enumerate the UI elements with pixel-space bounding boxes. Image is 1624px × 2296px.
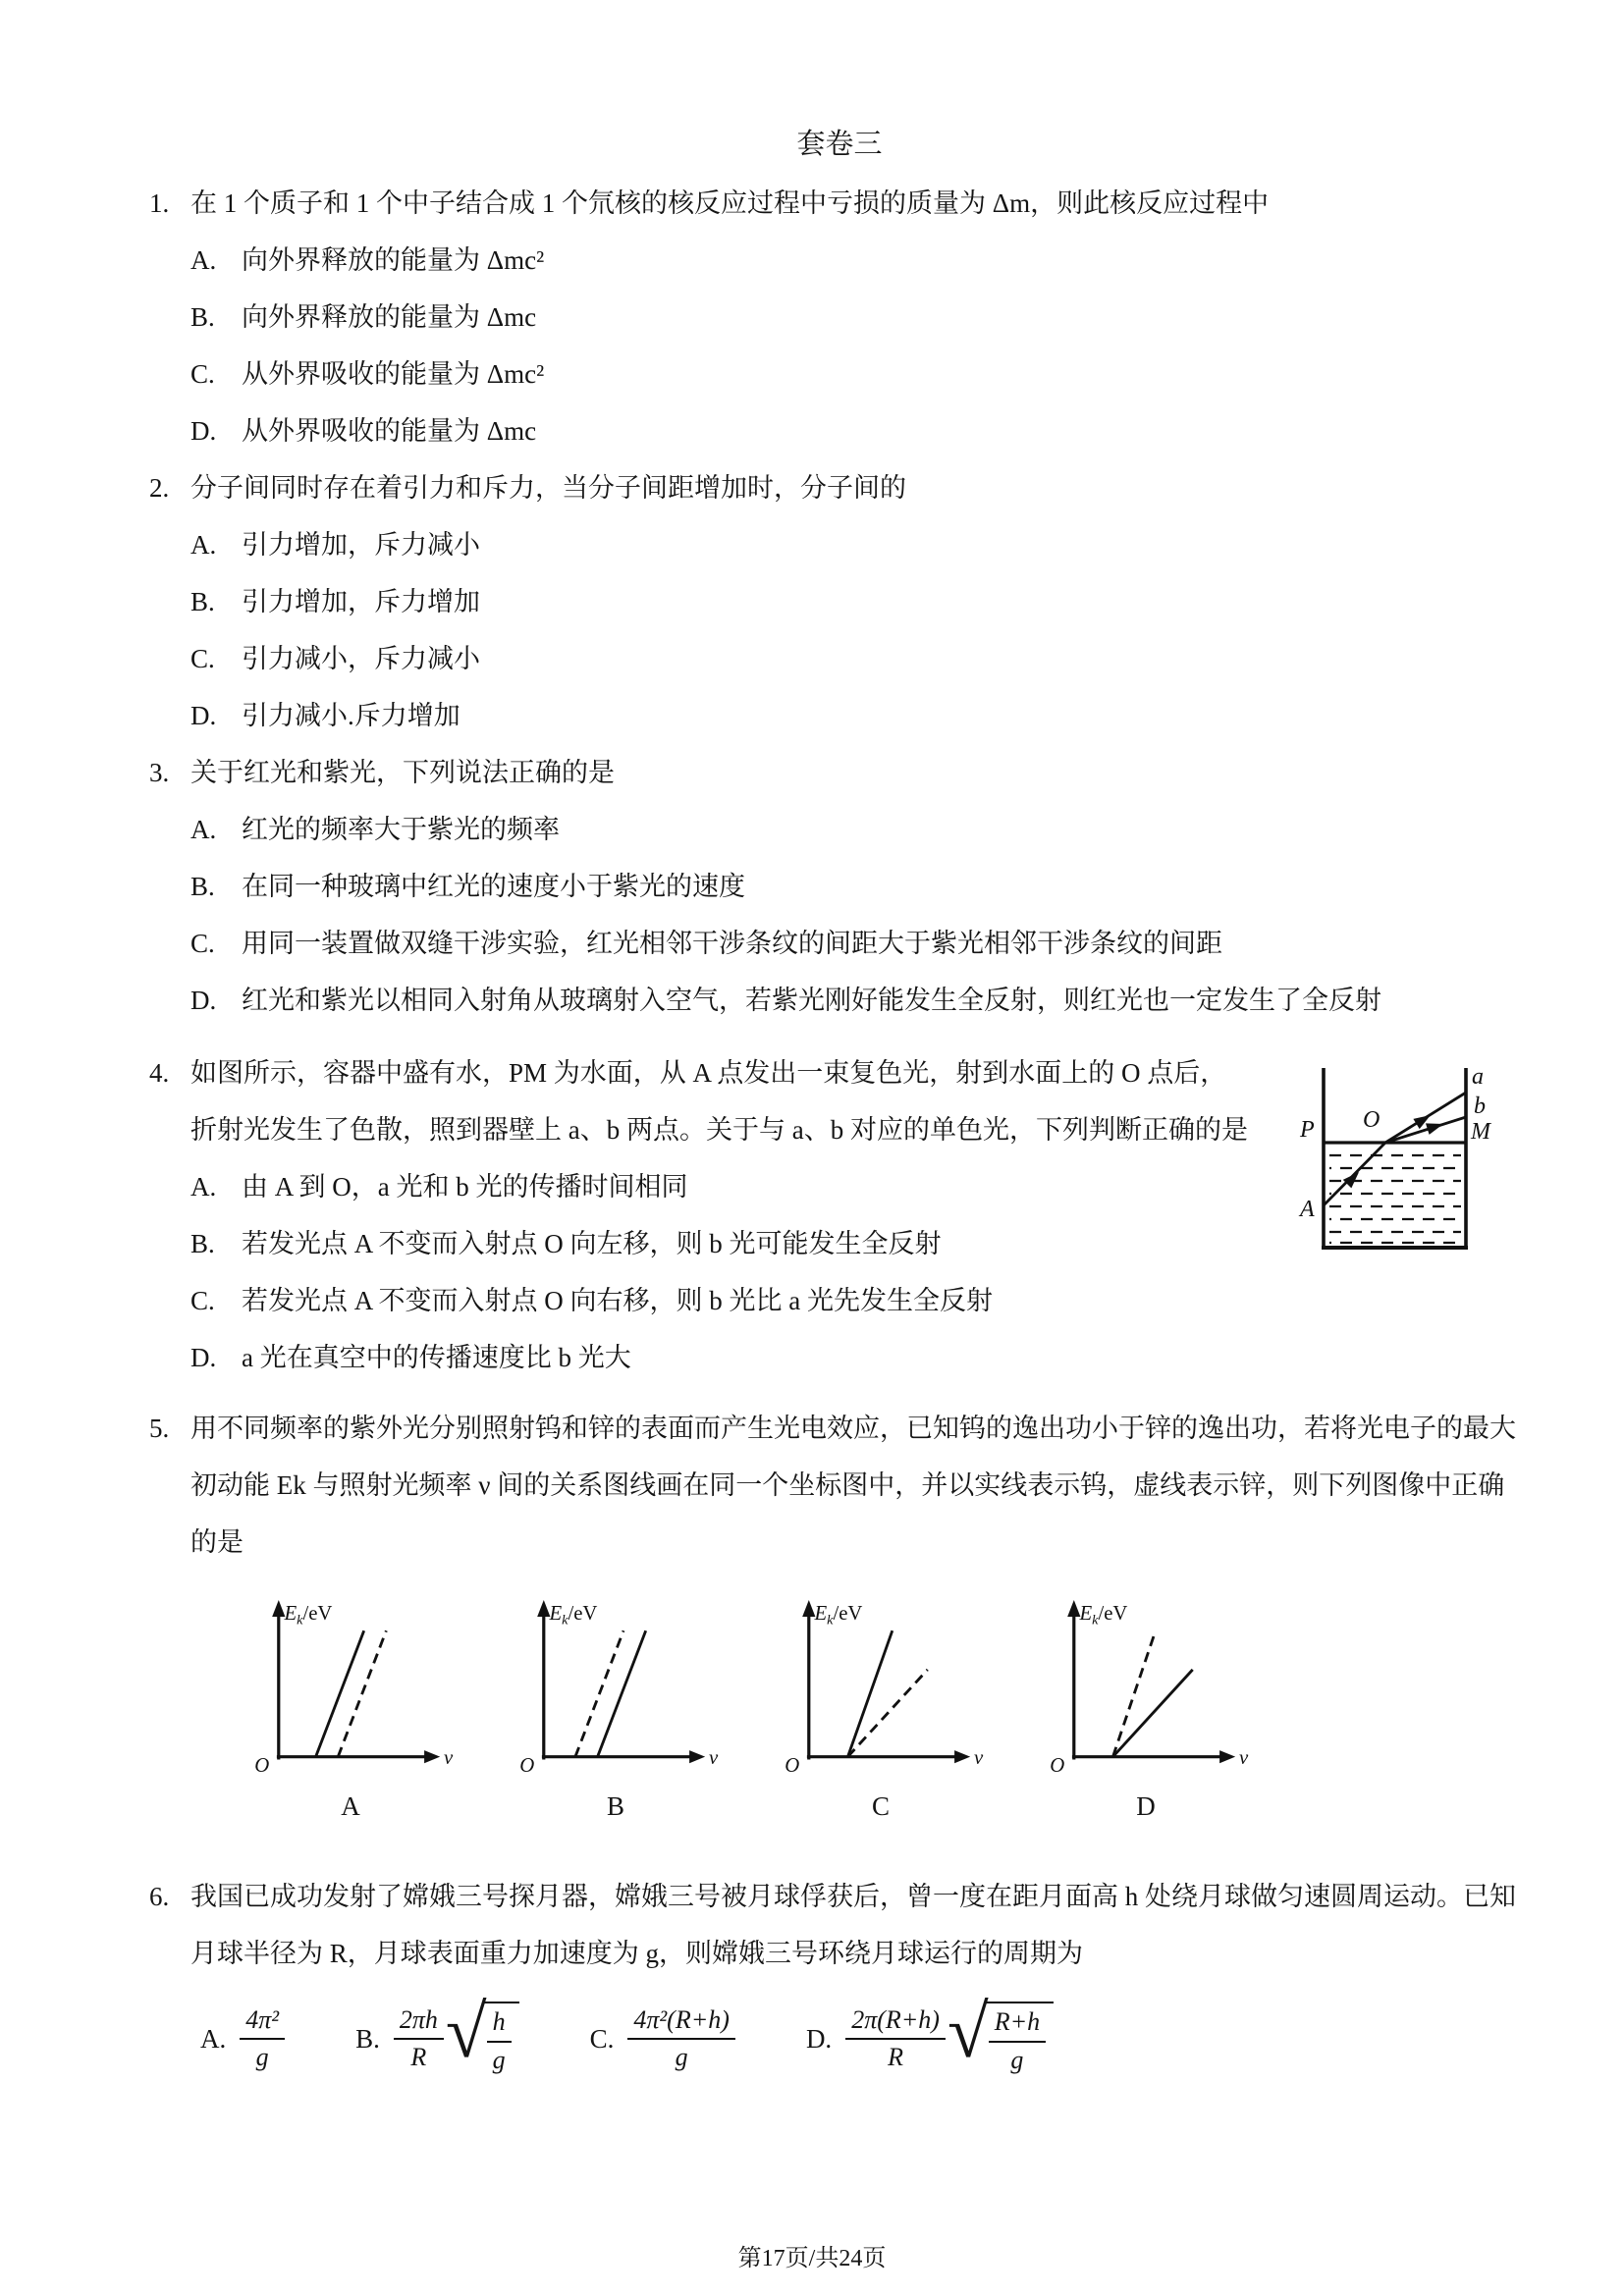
graph-b-plot <box>507 1586 725 1783</box>
option-text: 红光的频率大于紫光的频率 <box>242 815 560 844</box>
x-axis-label: v <box>973 1746 984 1770</box>
option-label: C. <box>190 1286 215 1315</box>
option-text: 从外界吸收的能量为 Δmc <box>242 416 537 446</box>
formula: $\frac{\text{4π²(R+h)}}{g}$ <box>627 2004 735 2074</box>
question-body <box>190 1868 1530 2076</box>
option-label: D. <box>805 2023 833 2054</box>
question-body <box>190 175 1530 459</box>
label-O: O <box>1363 1107 1380 1133</box>
incident-ray <box>1324 1143 1385 1205</box>
option-label: B. <box>190 587 215 616</box>
refraction-figure <box>1276 1054 1522 1262</box>
option-row <box>190 687 1530 744</box>
solid-line-tungsten <box>1112 1670 1192 1757</box>
question-stem: 关于红光和紫光，下列说法正确的是 <box>190 758 615 787</box>
water-hatching <box>1329 1155 1461 1243</box>
origin-label: O <box>1050 1753 1065 1777</box>
question-number: 3. <box>149 758 170 787</box>
option-label: D. <box>190 701 217 730</box>
option-text: 若发光点 A 不变而入射点 O 向左移，则 b 光可能发生全反射 <box>242 1229 942 1258</box>
dashed-line-zinc <box>338 1630 386 1756</box>
graph-caption: D <box>1136 1791 1156 1821</box>
solid-line-tungsten <box>316 1630 364 1756</box>
graph-option-d <box>1037 1586 1255 1823</box>
option-row <box>190 1329 1530 1386</box>
svg-text:Ek/eV: $E_k/eV$ <box>1079 1601 1128 1629</box>
option-text: 从外界吸收的能量为 Δmc² <box>242 359 545 389</box>
option-row <box>190 1158 1251 1215</box>
option-row <box>190 516 1530 573</box>
option-label: A. <box>200 2023 227 2054</box>
question-body <box>190 744 1530 1029</box>
option-row <box>190 915 1530 972</box>
formula-option-d <box>805 1991 1054 2076</box>
x-axis-label: v <box>443 1746 454 1770</box>
question-body <box>190 1400 1530 1823</box>
question-body <box>190 459 1530 744</box>
option-row <box>190 858 1530 915</box>
origin-label: O <box>519 1753 535 1777</box>
graph-caption: B <box>606 1791 624 1821</box>
option-label: B. <box>190 1229 215 1258</box>
incident-ray-arrow <box>1343 1168 1363 1189</box>
option-row <box>190 232 1530 289</box>
option-row <box>190 1215 1251 1272</box>
question-number: 5. <box>149 1414 170 1443</box>
question-4 <box>149 1044 1530 1386</box>
x-axis-label: v <box>1238 1746 1249 1770</box>
option-text: 若发光点 A 不变而入射点 O 向右移，则 b 光比 a 光先发生全反射 <box>242 1286 993 1315</box>
option-label: B. <box>190 302 215 332</box>
origin-label: O <box>254 1753 270 1777</box>
option-label: D. <box>190 986 217 1015</box>
dashed-line-zinc <box>847 1670 927 1757</box>
question-6 <box>149 1868 1530 2076</box>
option-text: 引力增加，斥力减小 <box>242 530 480 560</box>
option-text: 红光和紫光以相同入射角从玻璃射入空气，若紫光刚好能发生全反射，则红光也一定发生了全反射 <box>242 986 1381 1015</box>
graph-option-b <box>507 1586 725 1823</box>
graph-caption: A <box>341 1791 360 1821</box>
svg-text:Ek/eV: $E_k/eV$ <box>549 1601 598 1629</box>
option-row <box>190 1272 1530 1329</box>
option-label: A. <box>190 530 217 560</box>
label-a: a <box>1472 1064 1484 1090</box>
formula-option-b <box>355 1991 519 2076</box>
question-body <box>190 1044 1530 1386</box>
formula-option-a <box>200 2004 285 2074</box>
question-number: 6. <box>149 1882 170 1911</box>
graph-options-row <box>242 1586 1530 1823</box>
option-text: 由 A 到 O，a 光和 b 光的传播时间相同 <box>242 1172 688 1201</box>
option-text: 向外界释放的能量为 Δmc <box>242 302 537 332</box>
label-b: b <box>1474 1094 1486 1119</box>
question-number: 4. <box>149 1058 170 1088</box>
graph-c-plot <box>772 1586 990 1783</box>
question-number: 1. <box>149 188 170 218</box>
option-label: A. <box>190 815 217 844</box>
option-label: B. <box>355 2023 380 2054</box>
label-M: M <box>1471 1119 1490 1145</box>
formula-options-row <box>200 1991 1530 2076</box>
question-5 <box>149 1400 1530 1823</box>
option-text: 在同一种玻璃中红光的速度小于紫光的速度 <box>242 872 745 901</box>
graph-d-plot <box>1037 1586 1255 1783</box>
solid-line-tungsten <box>847 1630 892 1756</box>
question-2 <box>149 459 1530 744</box>
formula: $\frac{2\pi h}{R}$ √ $\frac{h}{g}$ <box>394 2002 519 2076</box>
option-label: C. <box>190 359 215 389</box>
option-label: A. <box>190 245 217 275</box>
question-stem: 如图所示，容器中盛有水，PM 为水面，从 A 点发出一束复色光，射到水面上的 O 点后，折射光发生了色散，照到器壁上 a、b 两点。关于与 a、b 对应的单色光，下列判断正确的是 <box>190 1058 1248 1145</box>
option-label: C. <box>190 929 215 958</box>
option-row <box>190 801 1530 858</box>
question-stem: 分子间同时存在着引力和斥力，当分子间距增加时，分子间的 <box>190 473 906 503</box>
question-stem: 用不同频率的紫外光分别照射钨和锌的表面而产生光电效应，已知钨的逸出功小于锌的逸出功，若将光电子的最大初动能 Ek 与照射光频率 ν 间的关系图线画在同一个坐标图中，并以实线表示钨，虚线表示锌，则下列图像中正确的是 <box>190 1414 1516 1557</box>
option-row <box>190 346 1530 402</box>
question-3 <box>149 744 1530 1029</box>
graph-option-c <box>772 1586 990 1823</box>
radical-sign: √ <box>445 1991 487 2073</box>
svg-text:Ek/eV: $E_k/eV$ <box>284 1601 333 1629</box>
x-axis-label: v <box>708 1746 719 1770</box>
option-label: A. <box>190 1172 217 1201</box>
radical-sign: √ <box>947 1991 989 2073</box>
option-label: C. <box>190 644 215 673</box>
svg-text:Ek/eV: $E_k/eV$ <box>814 1601 863 1629</box>
option-label: C. <box>589 2023 615 2054</box>
graph-caption: C <box>871 1791 890 1821</box>
question-stem: 我国已成功发射了嫦娥三号探月器，嫦娥三号被月球俘获后，曾一度在距月面高 h 处绕月球做匀速圆周运动。已知月球半径为 R，月球表面重力加速度为 g，则嫦娥三号环绕月球运行的周期为 <box>190 1882 1516 1968</box>
question-1 <box>149 175 1530 459</box>
option-text: 引力增加，斥力增加 <box>242 587 480 616</box>
option-text: 引力减小.斥力增加 <box>242 701 460 730</box>
option-row <box>190 289 1530 346</box>
page-footer: 第17页/共24页 <box>737 2246 887 2271</box>
solid-line-tungsten <box>598 1630 646 1756</box>
refracted-ray-b-arrow <box>1426 1118 1445 1135</box>
dashed-line-zinc <box>575 1630 623 1756</box>
option-row <box>190 402 1530 459</box>
dashed-line-zinc <box>1112 1630 1155 1756</box>
page-title: 套卷三 <box>796 129 883 160</box>
question-stem: 在 1 个质子和 1 个中子结合成 1 个氘核的核反应过程中亏损的质量为 Δm，则此核反应过程中 <box>190 188 1270 218</box>
graph-a-plot <box>242 1586 460 1783</box>
option-label: D. <box>190 1343 217 1372</box>
option-label: B. <box>190 872 215 901</box>
option-row <box>190 573 1530 630</box>
label-A: A <box>1300 1197 1315 1222</box>
label-P: P <box>1300 1117 1315 1143</box>
option-text: 向外界释放的能量为 Δmc² <box>242 245 545 275</box>
option-row <box>190 630 1530 687</box>
option-text: 用同一装置做双缝干涉实验，红光相邻干涉条纹的间距大于紫光相邻干涉条纹的间距 <box>242 929 1222 958</box>
question-number: 2. <box>149 473 170 503</box>
option-text: 引力减小，斥力减小 <box>242 644 480 673</box>
origin-label: O <box>785 1753 800 1777</box>
formula: $\frac{\text{4π²}}{g}$ <box>240 2004 285 2074</box>
option-label: D. <box>190 416 217 446</box>
formula: $\frac{2\pi(R+h)}{R}$ √ $\frac{R+h}{g}$ <box>845 2002 1054 2076</box>
option-row <box>190 972 1530 1029</box>
option-text: a 光在真空中的传播速度比 b 光大 <box>242 1343 631 1372</box>
graph-option-a <box>242 1586 460 1823</box>
formula-option-c <box>590 2004 735 2074</box>
